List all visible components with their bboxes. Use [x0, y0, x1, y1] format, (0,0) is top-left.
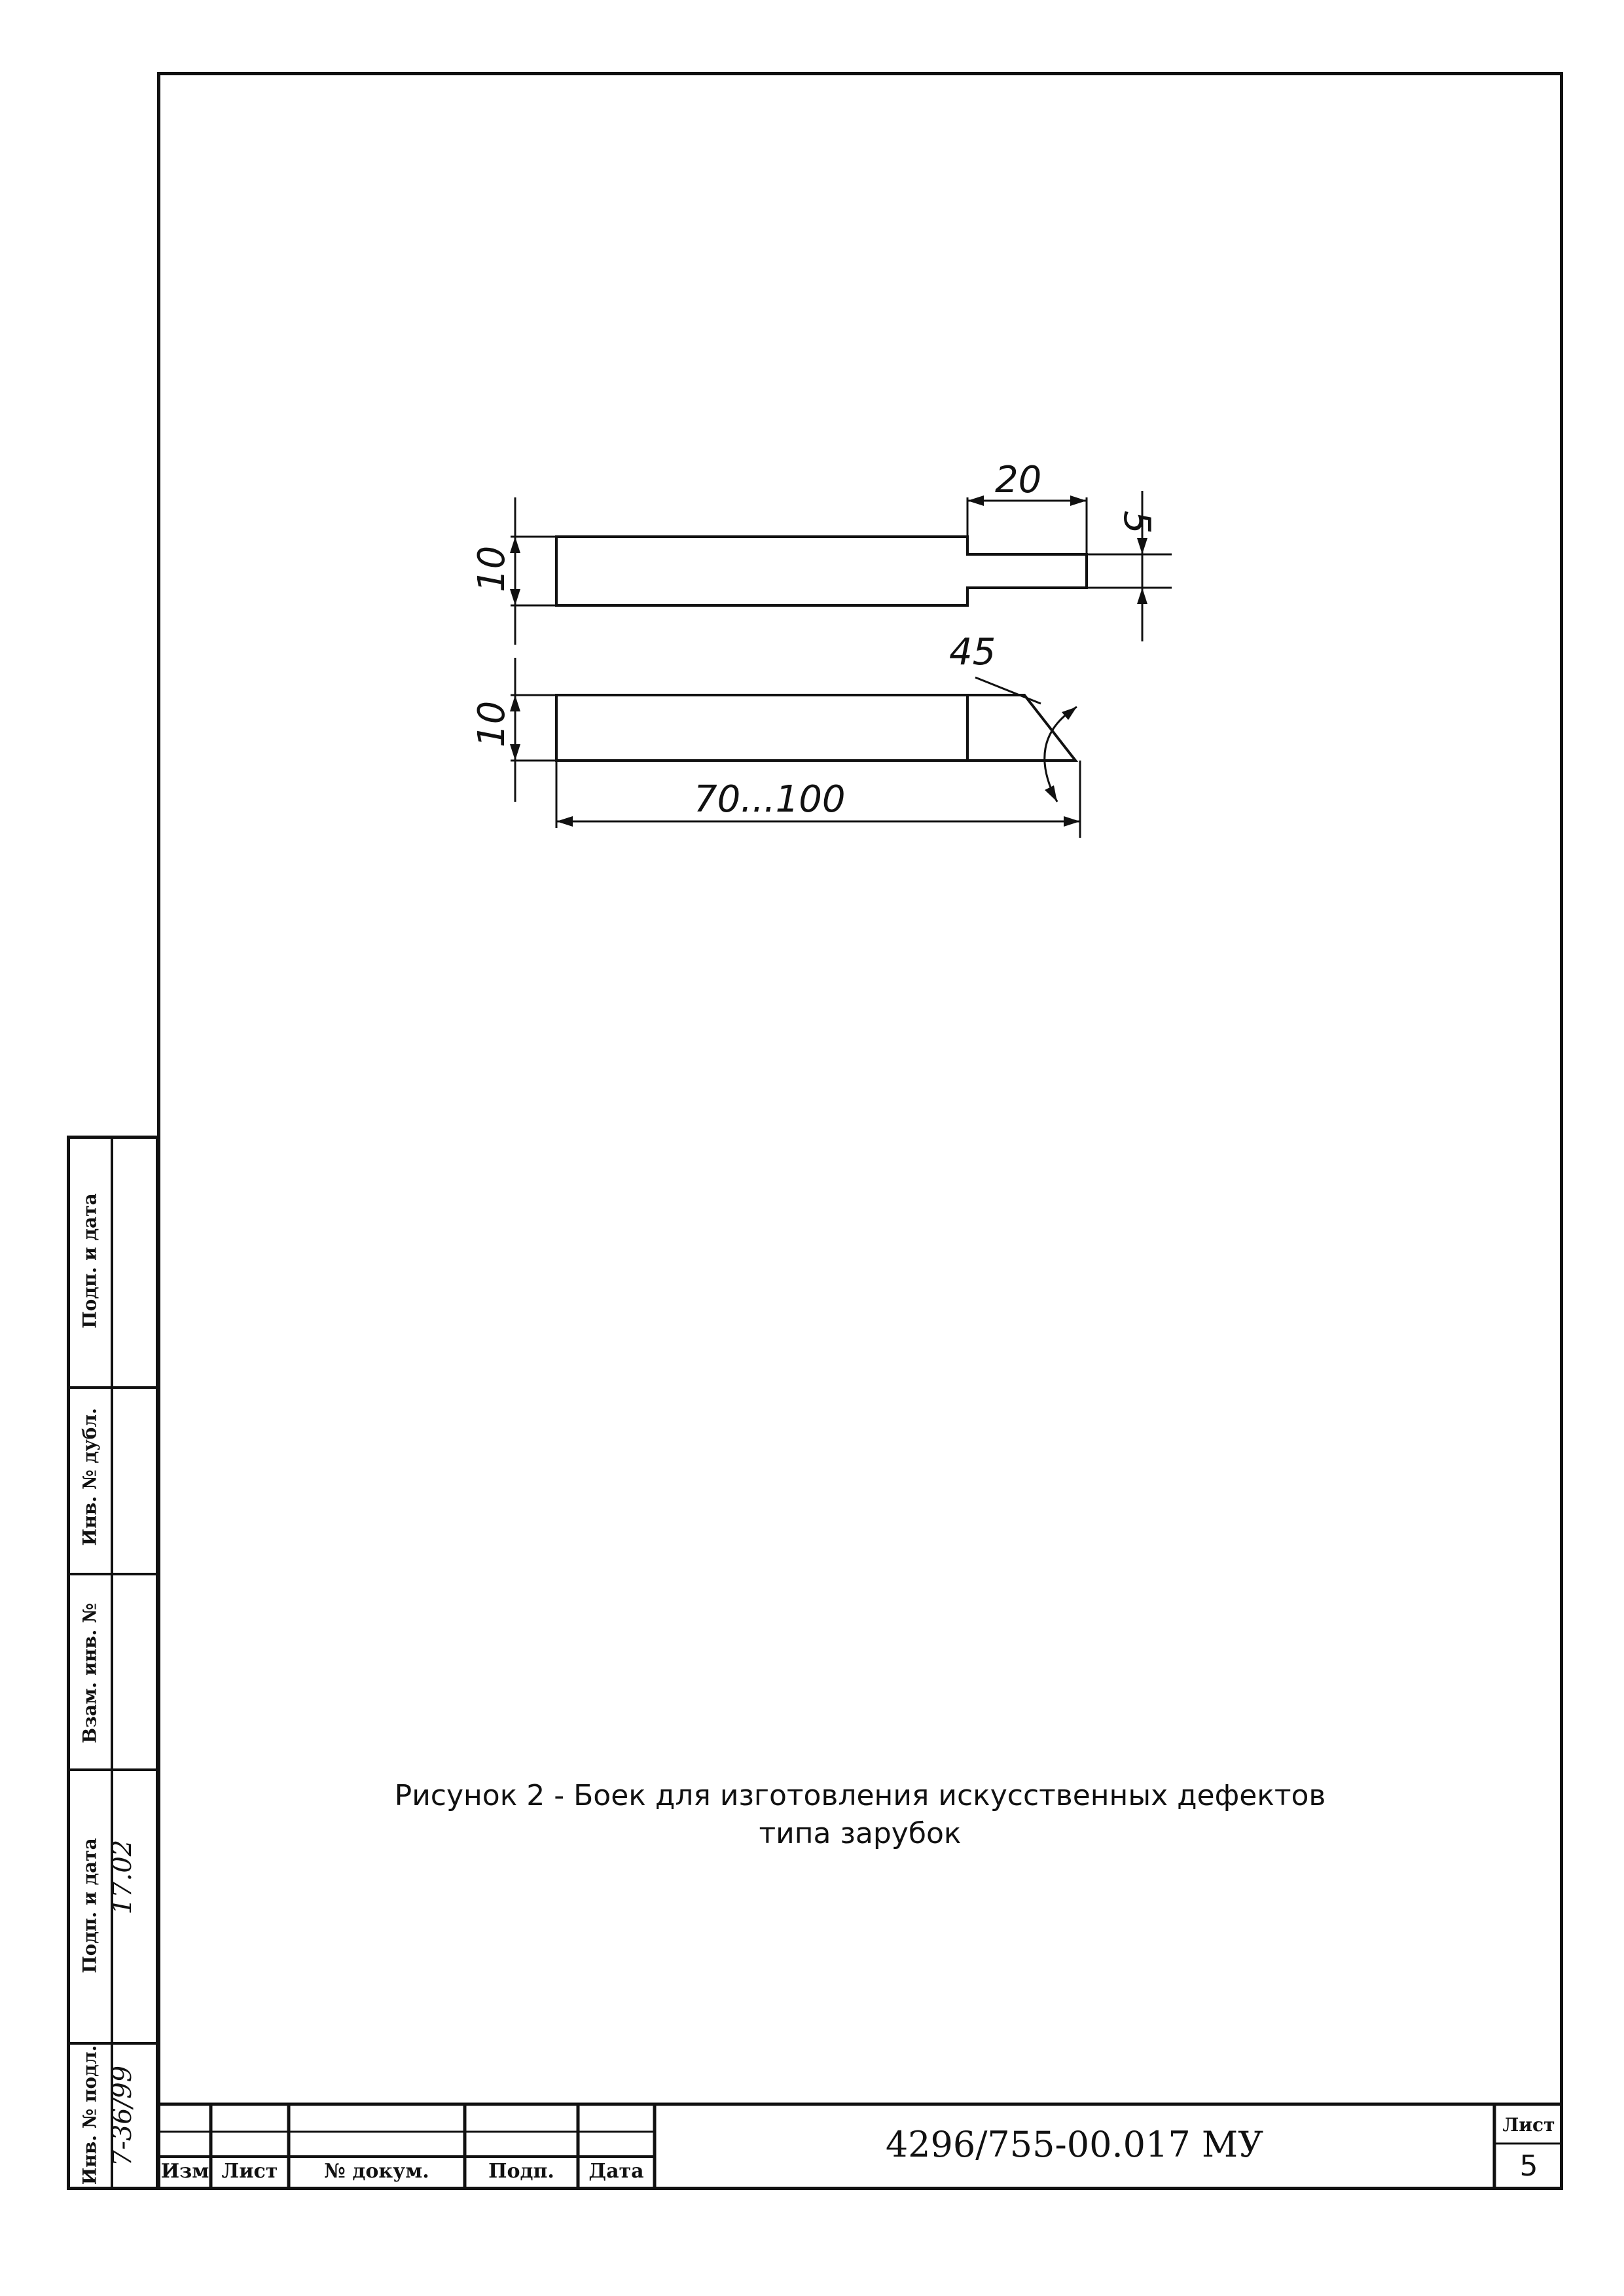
side-label-sign-date-2: Подп. и дата [79, 1838, 101, 1973]
side-label-inv-dup: Инв. № дубл. [79, 1408, 101, 1546]
col-sign: Подп. [488, 2160, 554, 2183]
side-label-replace-inv: Взам. инв. № [79, 1603, 101, 1744]
dim-5-label: 5 [1115, 511, 1158, 534]
side-value-sign-date: 17.02 [107, 1839, 137, 1915]
sheet-label: Лист [1502, 2114, 1555, 2136]
dim-10-lower-label: 10 [471, 700, 513, 747]
col-list: Лист [221, 2160, 278, 2183]
dim-20-label: 20 [995, 459, 1042, 501]
dim-length-label: 70...100 [694, 778, 846, 821]
document-code: 4296/755-00.017 МУ [885, 2124, 1264, 2165]
col-izm: Изм [160, 2160, 209, 2183]
col-date: Дата [588, 2160, 644, 2183]
side-label-inv-orig: Инв. № подл. [79, 2045, 101, 2185]
dim-10-upper-label: 10 [471, 545, 513, 592]
sheet-number: 5 [1519, 2149, 1538, 2183]
side-value-inv-orig: 7-36/99 [107, 2065, 137, 2167]
caption-line-2: типа зарубок [759, 1817, 962, 1850]
col-doc-number: № докум. [324, 2160, 429, 2183]
side-label-sign-date-1: Подп. и дата [79, 1193, 101, 1329]
dim-45-label: 45 [949, 631, 996, 673]
caption-line-1: Рисунок 2 - Боек для изготовления искусственных дефектов [394, 1779, 1326, 1812]
